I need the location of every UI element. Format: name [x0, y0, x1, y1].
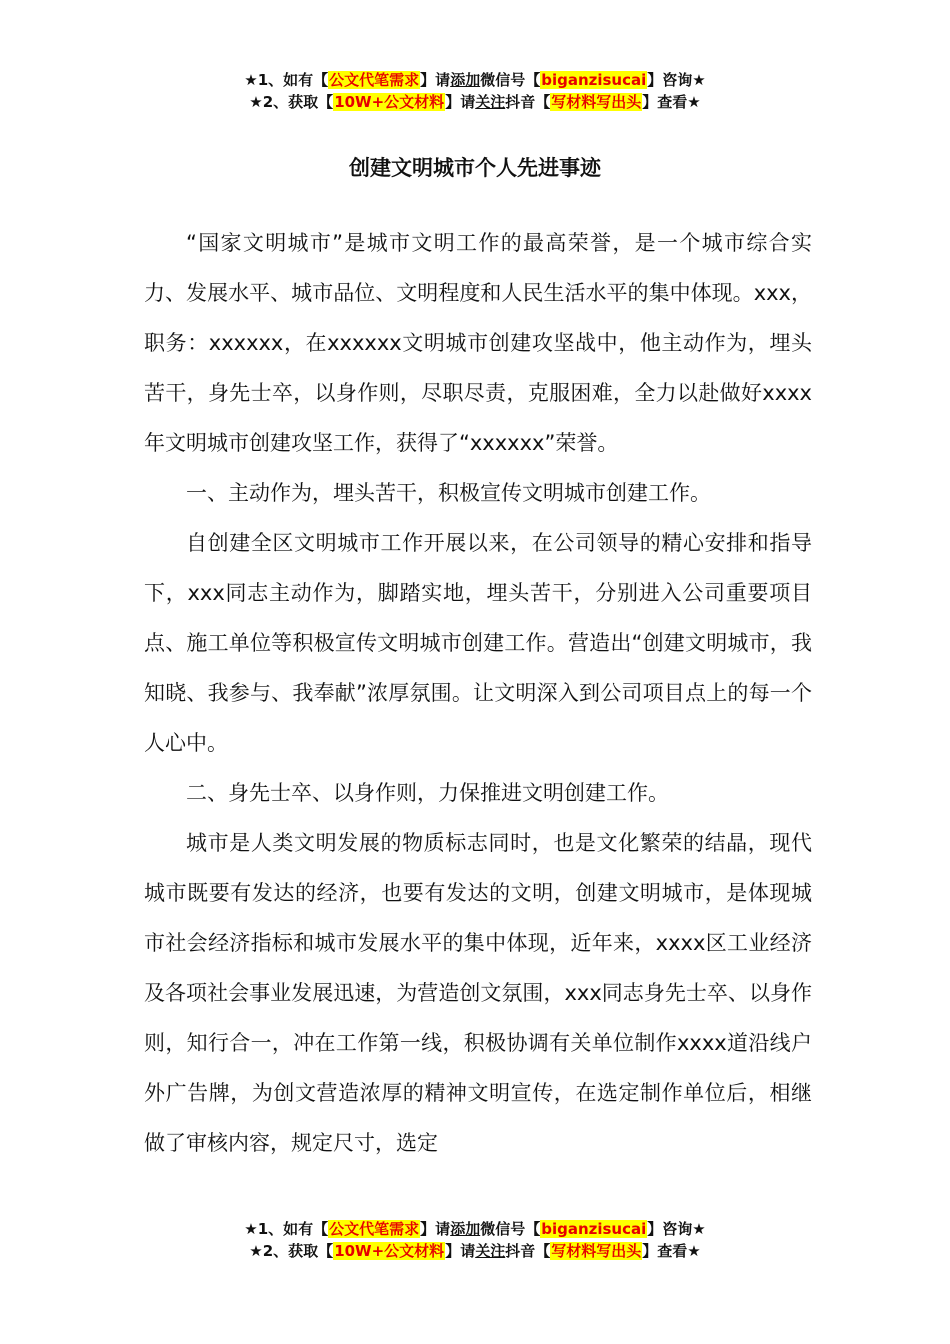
ad-highlight: 10W+公文材料 — [334, 1242, 445, 1260]
ad-underlined: 添加 — [450, 1220, 481, 1238]
ad-text: 抖音【 — [505, 93, 551, 111]
ad-text: ★1、如有【 — [244, 71, 329, 89]
ad-highlight: 10W+公文材料 — [334, 93, 445, 111]
ad-text: 】查看★ — [642, 93, 701, 111]
ad-line-2 — [0, 1240, 950, 1262]
ad-text: 】咨询★ — [647, 71, 706, 89]
ad-line-1 — [0, 69, 950, 91]
ad-highlight: 公文代笔需求 — [329, 1220, 420, 1238]
ad-underlined: 关注 — [475, 1242, 506, 1260]
ad-underlined: 关注 — [475, 93, 506, 111]
section-heading: 二、身先士卒、以身作则，力保推进文明创建工作。 — [186, 781, 669, 805]
ad-text: ★2、获取【 — [249, 1242, 334, 1260]
ad-text: ★2、获取【 — [249, 93, 334, 111]
ad-line-1 — [0, 1218, 950, 1240]
ad-text: 微信号【 — [480, 71, 541, 89]
document-body — [144, 218, 812, 1168]
ad-line-2 — [0, 91, 950, 113]
ad-highlight: biganzisucai — [541, 1220, 647, 1238]
ad-text: 】请 — [420, 71, 451, 89]
paragraph: 城市是人类文明发展的物质标志同时，也是文化繁荣的结晶，现代城市既要有发达的经济，也要有发达的文明，创建文明城市，是体现城市社会经济指标和城市发展水平的集中体现，近年来，xxxx区工业经济及各项社会事业发展迅速，为营造创文氛围，xxx同志身先士卒、以身作则，知行合一，冲在工作第一线，积极协调有关单位制作xxxx道沿线户外广告牌，为创文营造浓厚的精神文明宣传，在选定制作单位后，相继做了审核内容，规定尺寸，选定 — [144, 831, 812, 1155]
ad-highlight: 写材料写出头 — [551, 93, 642, 111]
section-heading: 一、主动作为，埋头苦干，积极宣传文明城市创建工作。 — [186, 481, 711, 505]
ad-highlight: 写材料写出头 — [551, 1242, 642, 1260]
ad-text: 】请 — [420, 1220, 451, 1238]
ad-underlined: 添加 — [450, 71, 481, 89]
header-ad — [0, 69, 950, 113]
document-title: 创建文明城市个人先进事迹 — [349, 156, 601, 180]
ad-text: 】查看★ — [642, 1242, 701, 1260]
ad-highlight: 公文代笔需求 — [329, 71, 420, 89]
footer-ad — [0, 1218, 950, 1262]
ad-text: 抖音【 — [505, 1242, 551, 1260]
ad-text: 微信号【 — [480, 1220, 541, 1238]
ad-text: 】咨询★ — [647, 1220, 706, 1238]
paragraph: “国家文明城市”是城市文明工作的最高荣誉，是一个城市综合实力、发展水平、城市品位、文明程度和人民生活水平的集中体现。xxx，职务：xxxxxx，在xxxxxx文明城市创建攻坚战中，他主动作为，埋头苦干，身先士卒，以身作则，尽职尽责，克服困难，全力以赴做好xxxx年文明城市创建攻坚工作，获得了“xxxxxx”荣誉。 — [144, 231, 812, 455]
ad-text: ★1、如有【 — [244, 1220, 329, 1238]
ad-text: 】请 — [445, 1242, 476, 1260]
ad-text: 】请 — [445, 93, 476, 111]
paragraph: 自创建全区文明城市工作开展以来，在公司领导的精心安排和指导下，xxx同志主动作为，脚踏实地，埋头苦干，分别进入公司重要项目点、施工单位等积极宣传文明城市创建工作。营造出“创建文明城市，我知晓、我参与、我奉献”浓厚氛围。让文明深入到公司项目点上的每一个人心中。 — [144, 531, 812, 755]
ad-highlight: biganzisucai — [541, 71, 647, 89]
